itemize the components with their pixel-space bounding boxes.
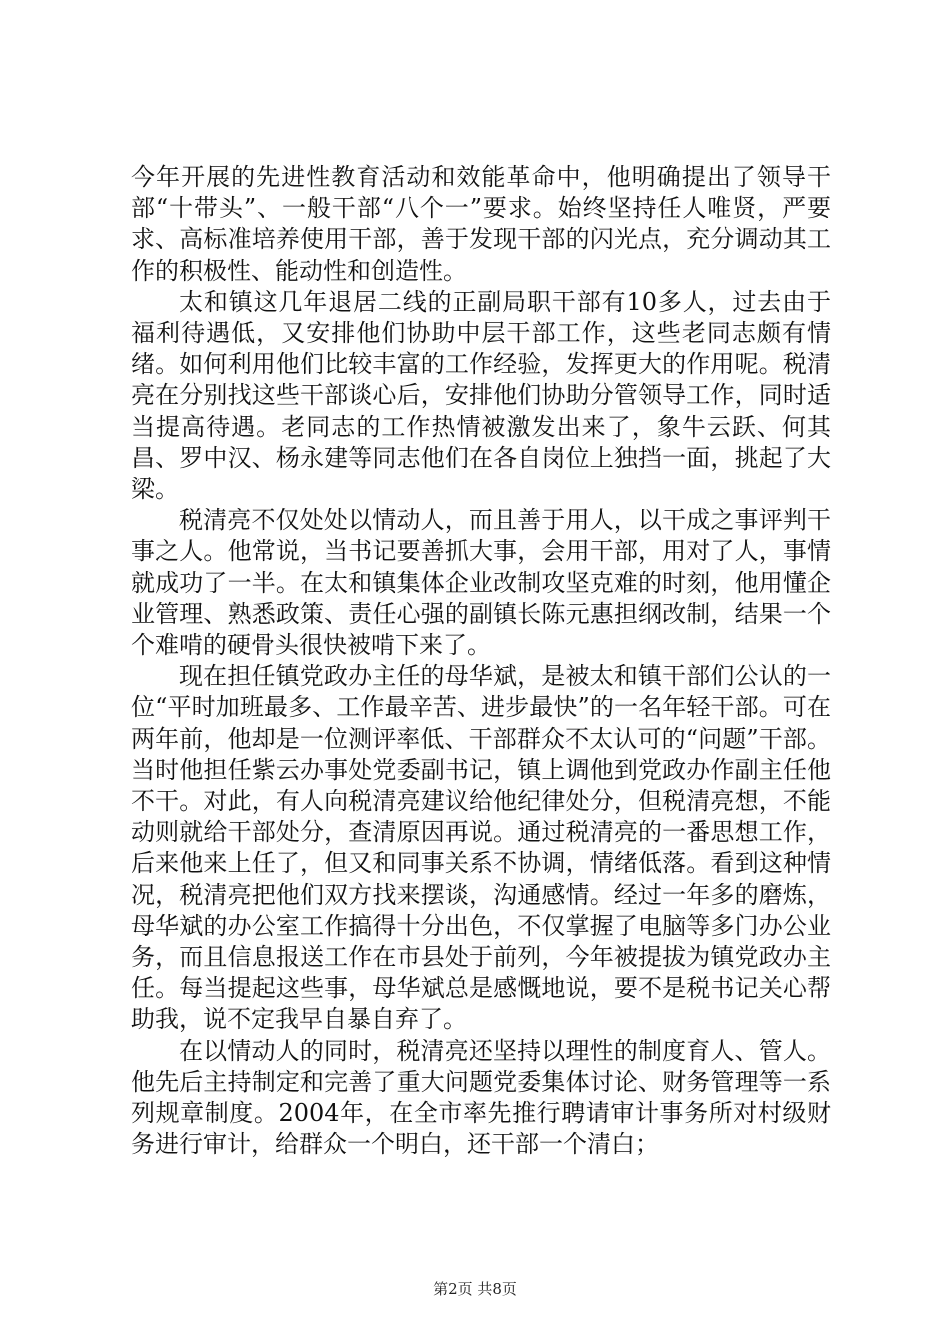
paragraph-3: 税清亮不仅处处以情动人，而且善于用人，以干成之事评判干事之人。他常说，当书记要善抓大事，会用干部，用对了人，事情就成功了一半。在太和镇集体企业改制攻坚克难的时刻，他用懂企业管理、熟悉政策、责任心强的副镇长陈元惠担纲改制，结果一个个难啃的硬骨头很快被啃下来了。 [131,506,831,660]
paragraph-1: 今年开展的先进性教育活动和效能革命中，他明确提出了领导干部“十带头”、一般干部“八个一”要求。始终坚持任人唯贤，严要求、高标准培养使用干部，善于发现干部的闪光点，充分调动其工作的积极性、能动性和创造性。 [131,163,831,285]
paragraph-5: 在以情动人的同时，税清亮还坚持以理性的制度育人、管人。他先后主持制定和完善了重大问题党委集体讨论、财务管理等一系列规章制度。2004年，在全市率先推行聘请审计事务所对村级财务进行审计，给群众一个明白，还干部一个清白； [131,1036,831,1159]
paragraph-2: 太和镇这几年退居二线的正副局职干部有10多人，过去由于福利待遇低，又安排他们协助中层干部工作，这些老同志颇有情绪。如何利用他们比较丰富的工作经验，发挥更大的作用呢。税清亮在分别找这些干部谈心后，安排他们协助分管领导工作，同时适当提高待遇。老同志的工作热情被激发出来了，象牛云跃、何其昌、罗中汉、杨永建等同志他们在各自岗位上独挡一面，挑起了大梁。 [131,287,831,504]
document-body [131,162,831,1161]
paragraph-4: 现在担任镇党政办主任的母华斌，是被太和镇干部们公认的一位“平时加班最多、工作最辛苦、进步最快”的一名年轻干部。可在两年前，他却是一位测评率低、干部群众不太认可的“问题”干部。当时他担任紫云办事处党委副书记，镇上调他到党政办作副主任他不干。对此，有人向税清亮建议给他纪律处分，但税清亮想，不能动则就给干部处分，查清原因再说。通过税清亮的一番思想工作，后来他来上任了，但又和同事关系不协调，情绪低落。看到这种情况，税清亮把他们双方找来摆谈，沟通感情。经过一年多的磨炼，母华斌的办公室工作搞得十分出色，不仅掌握了电脑等多门办公业务，而且信息报送工作在市县处于前列，今年被提拔为镇党政办主任。每当提起这些事，母华斌总是感慨地说，要不是税书记关心帮助我，说不定我早自暴自弃了。 [131,662,831,1034]
page-number-footer: 第2页 共8页 [433,1280,517,1298]
